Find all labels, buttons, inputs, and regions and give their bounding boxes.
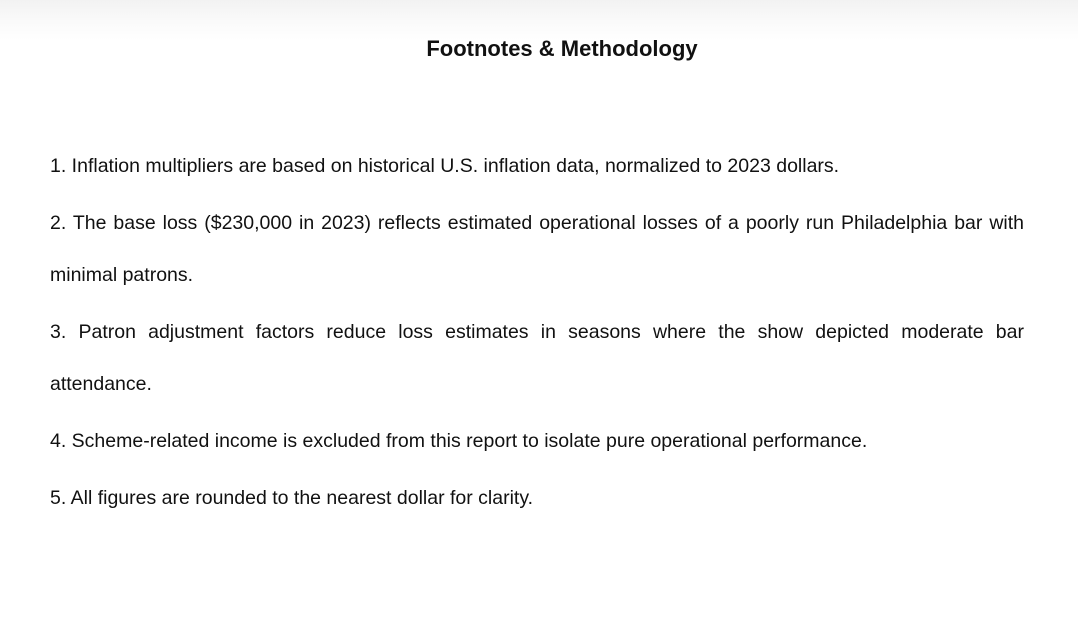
page-title: Footnotes & Methodology [426, 36, 698, 61]
footnote-1: 1. Inflation multipliers are based on historical U.S. inflation data, normalized to 2023 dollars. [50, 155, 840, 177]
footnote-4: 4. Scheme-related income is excluded from this report to isolate pure operational performance. [50, 430, 868, 452]
footnote-5: 5. All figures are rounded to the nearest dollar for clarity. [50, 487, 534, 509]
footnote-3: 3. Patron adjustment factors reduce loss estimates in seasons where the show depicted moderate bar attendance. [50, 321, 1024, 395]
footnotes-list [50, 140, 1024, 529]
footnote-2: 2. The base loss ($230,000 in 2023) reflects estimated operational losses of a poorly run Philadelphia bar with minimal patrons. [50, 212, 1024, 286]
